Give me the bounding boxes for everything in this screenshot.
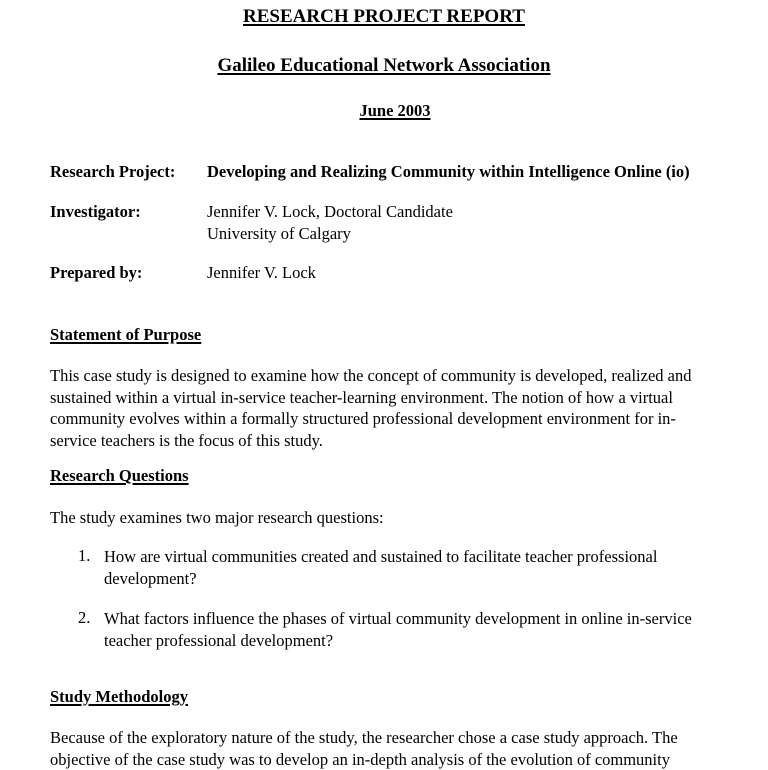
question-line: How are virtual communities created and sustained to facilitate teacher professional (104, 547, 658, 566)
investigator-name: Jennifer V. Lock, Doctoral Candidate (207, 202, 453, 221)
investigator-affiliation: University of Calgary (207, 224, 351, 243)
question-number: 1. (78, 546, 91, 565)
methodology-heading: Study Methodology (50, 687, 188, 706)
purpose-line: This case study is designed to examine how the concept of community is developed, realized and (50, 366, 692, 385)
questions-intro: The study examines two major research questions: (50, 508, 384, 527)
question-text (104, 546, 744, 589)
prepared-by-label: Prepared by: (50, 263, 143, 282)
question-line: teacher professional development? (104, 630, 334, 650)
question-number: 2. (78, 608, 91, 627)
investigator-label: Investigator: (50, 202, 141, 221)
purpose-line: community evolves within a formally structured professional development environment for in- (50, 409, 676, 428)
purpose-line: sustained within a virtual in-service teacher-learning environment. The notion of how a virtual (50, 387, 673, 407)
methodology-paragraph (50, 727, 740, 770)
organization-name (0, 55, 768, 77)
methodology-line: Because of the exploratory nature of the study, the researcher chose a case study approach. The (50, 728, 678, 747)
prepared-by-value: Jennifer V. Lock (207, 263, 316, 282)
report-title-text: RESEARCH PROJECT REPORT (243, 6, 525, 27)
questions-heading: Research Questions (50, 466, 189, 485)
purpose-line: service teachers is the focus of this study. (50, 430, 323, 450)
purpose-heading: Statement of Purpose (50, 325, 202, 344)
project-value: Developing and Realizing Community within Intelligence Online (io) (207, 162, 690, 181)
question-text (104, 608, 744, 651)
report-date-text: June 2003 (359, 101, 431, 120)
organization-name-text: Galileo Educational Network Association (217, 55, 551, 76)
report-date (0, 101, 768, 121)
question-line: development? (104, 568, 197, 588)
project-label: Research Project: (50, 162, 176, 181)
purpose-paragraph (50, 365, 740, 451)
methodology-line: objective of the case study was to develop an in-depth analysis of the evolution of community (50, 749, 670, 769)
report-title (0, 6, 768, 28)
question-line: What factors influence the phases of virtual community development in online in-service (104, 609, 692, 628)
